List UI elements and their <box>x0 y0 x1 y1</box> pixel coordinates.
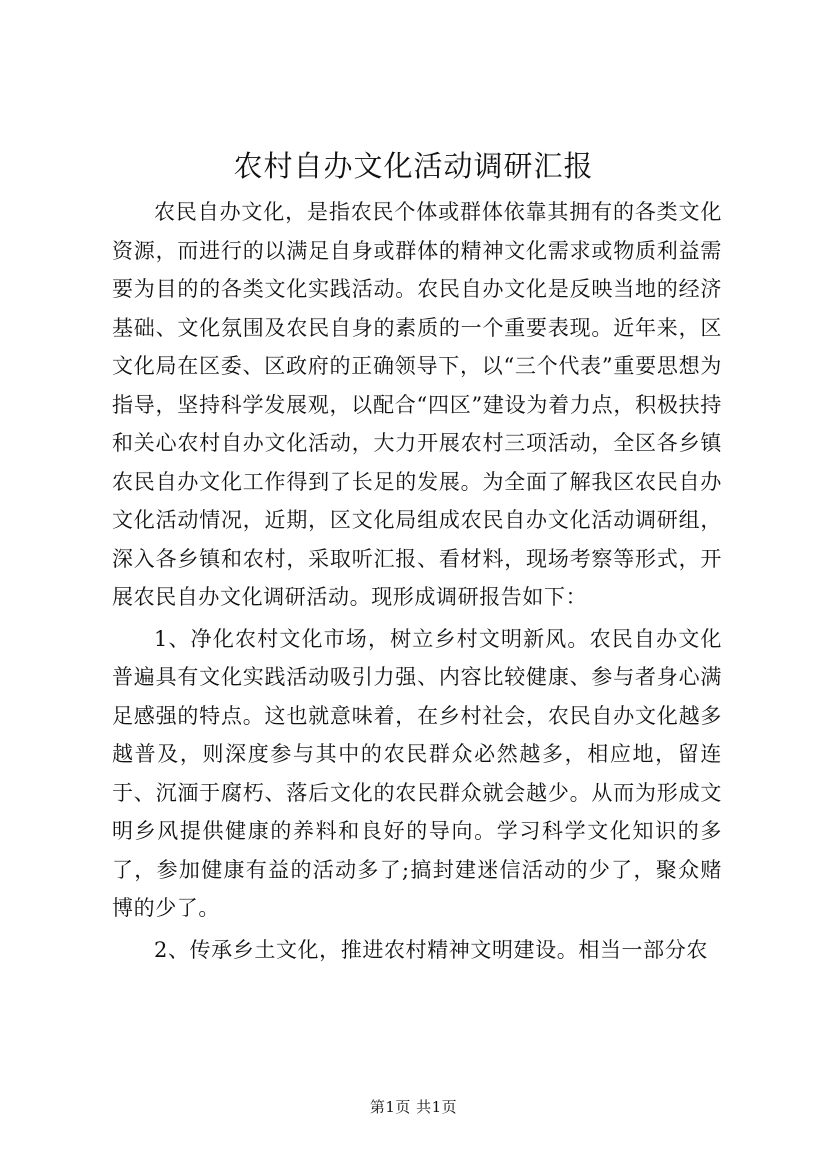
page-number-footer: 第1页 共1页 <box>369 1098 458 1116</box>
paragraph-point-1: 1、净化农村文化市场，树立乡村文明新风。农民自办文化普遍具有文化实践活动吸引力强、内容比较健康、参与者身心满足感强的特点。这也就意味着，在乡村社会，农民自办文化越多越普及，则深度参与其中的农民群众必然越多，相应地，留连于、沉湎于腐朽、落后文化的农民群众就会越少。从而为形成文明乡风提供健康的养料和良好的导向。学习科学文化知识的多了，参加健康有益的活动多了;搞封建迷信活动的少了，聚众赌博的少了。 <box>112 626 722 920</box>
document-title: 农村自办文化活动调研汇报 <box>233 149 594 183</box>
paragraph-point-2: 2、传承乡土文化，推进农村精神文明建设。相当一部分农 <box>154 937 708 962</box>
document-body <box>112 193 722 969</box>
paragraph-intro: 农民自办文化，是指农民个体或群体依靠其拥有的各类文化资源，而进行的以满足自身或群体的精神文化需求或物质利益需要为目的的各类文化实践活动。农民自办文化是反映当地的经济基础、文化氛围及农民自身的素质的一个重要表现。近年来，区文化局在区委、区政府的正确领导下，以“三个代表”重要思想为指导，坚持科学发展观，以配合“四区”建设为着力点，积极扶持和关心农村自办文化活动，大力开展农村三项活动，全区各乡镇农民自办文化工作得到了长足的发展。为全面了解我区农民自办文化活动情况，近期，区文化局组成农民自办文化活动调研组，深入各乡镇和农村，采取听汇报、看材料，现场考察等形式，开展农民自办文化调研活动。现形成调研报告如下： <box>112 200 722 609</box>
